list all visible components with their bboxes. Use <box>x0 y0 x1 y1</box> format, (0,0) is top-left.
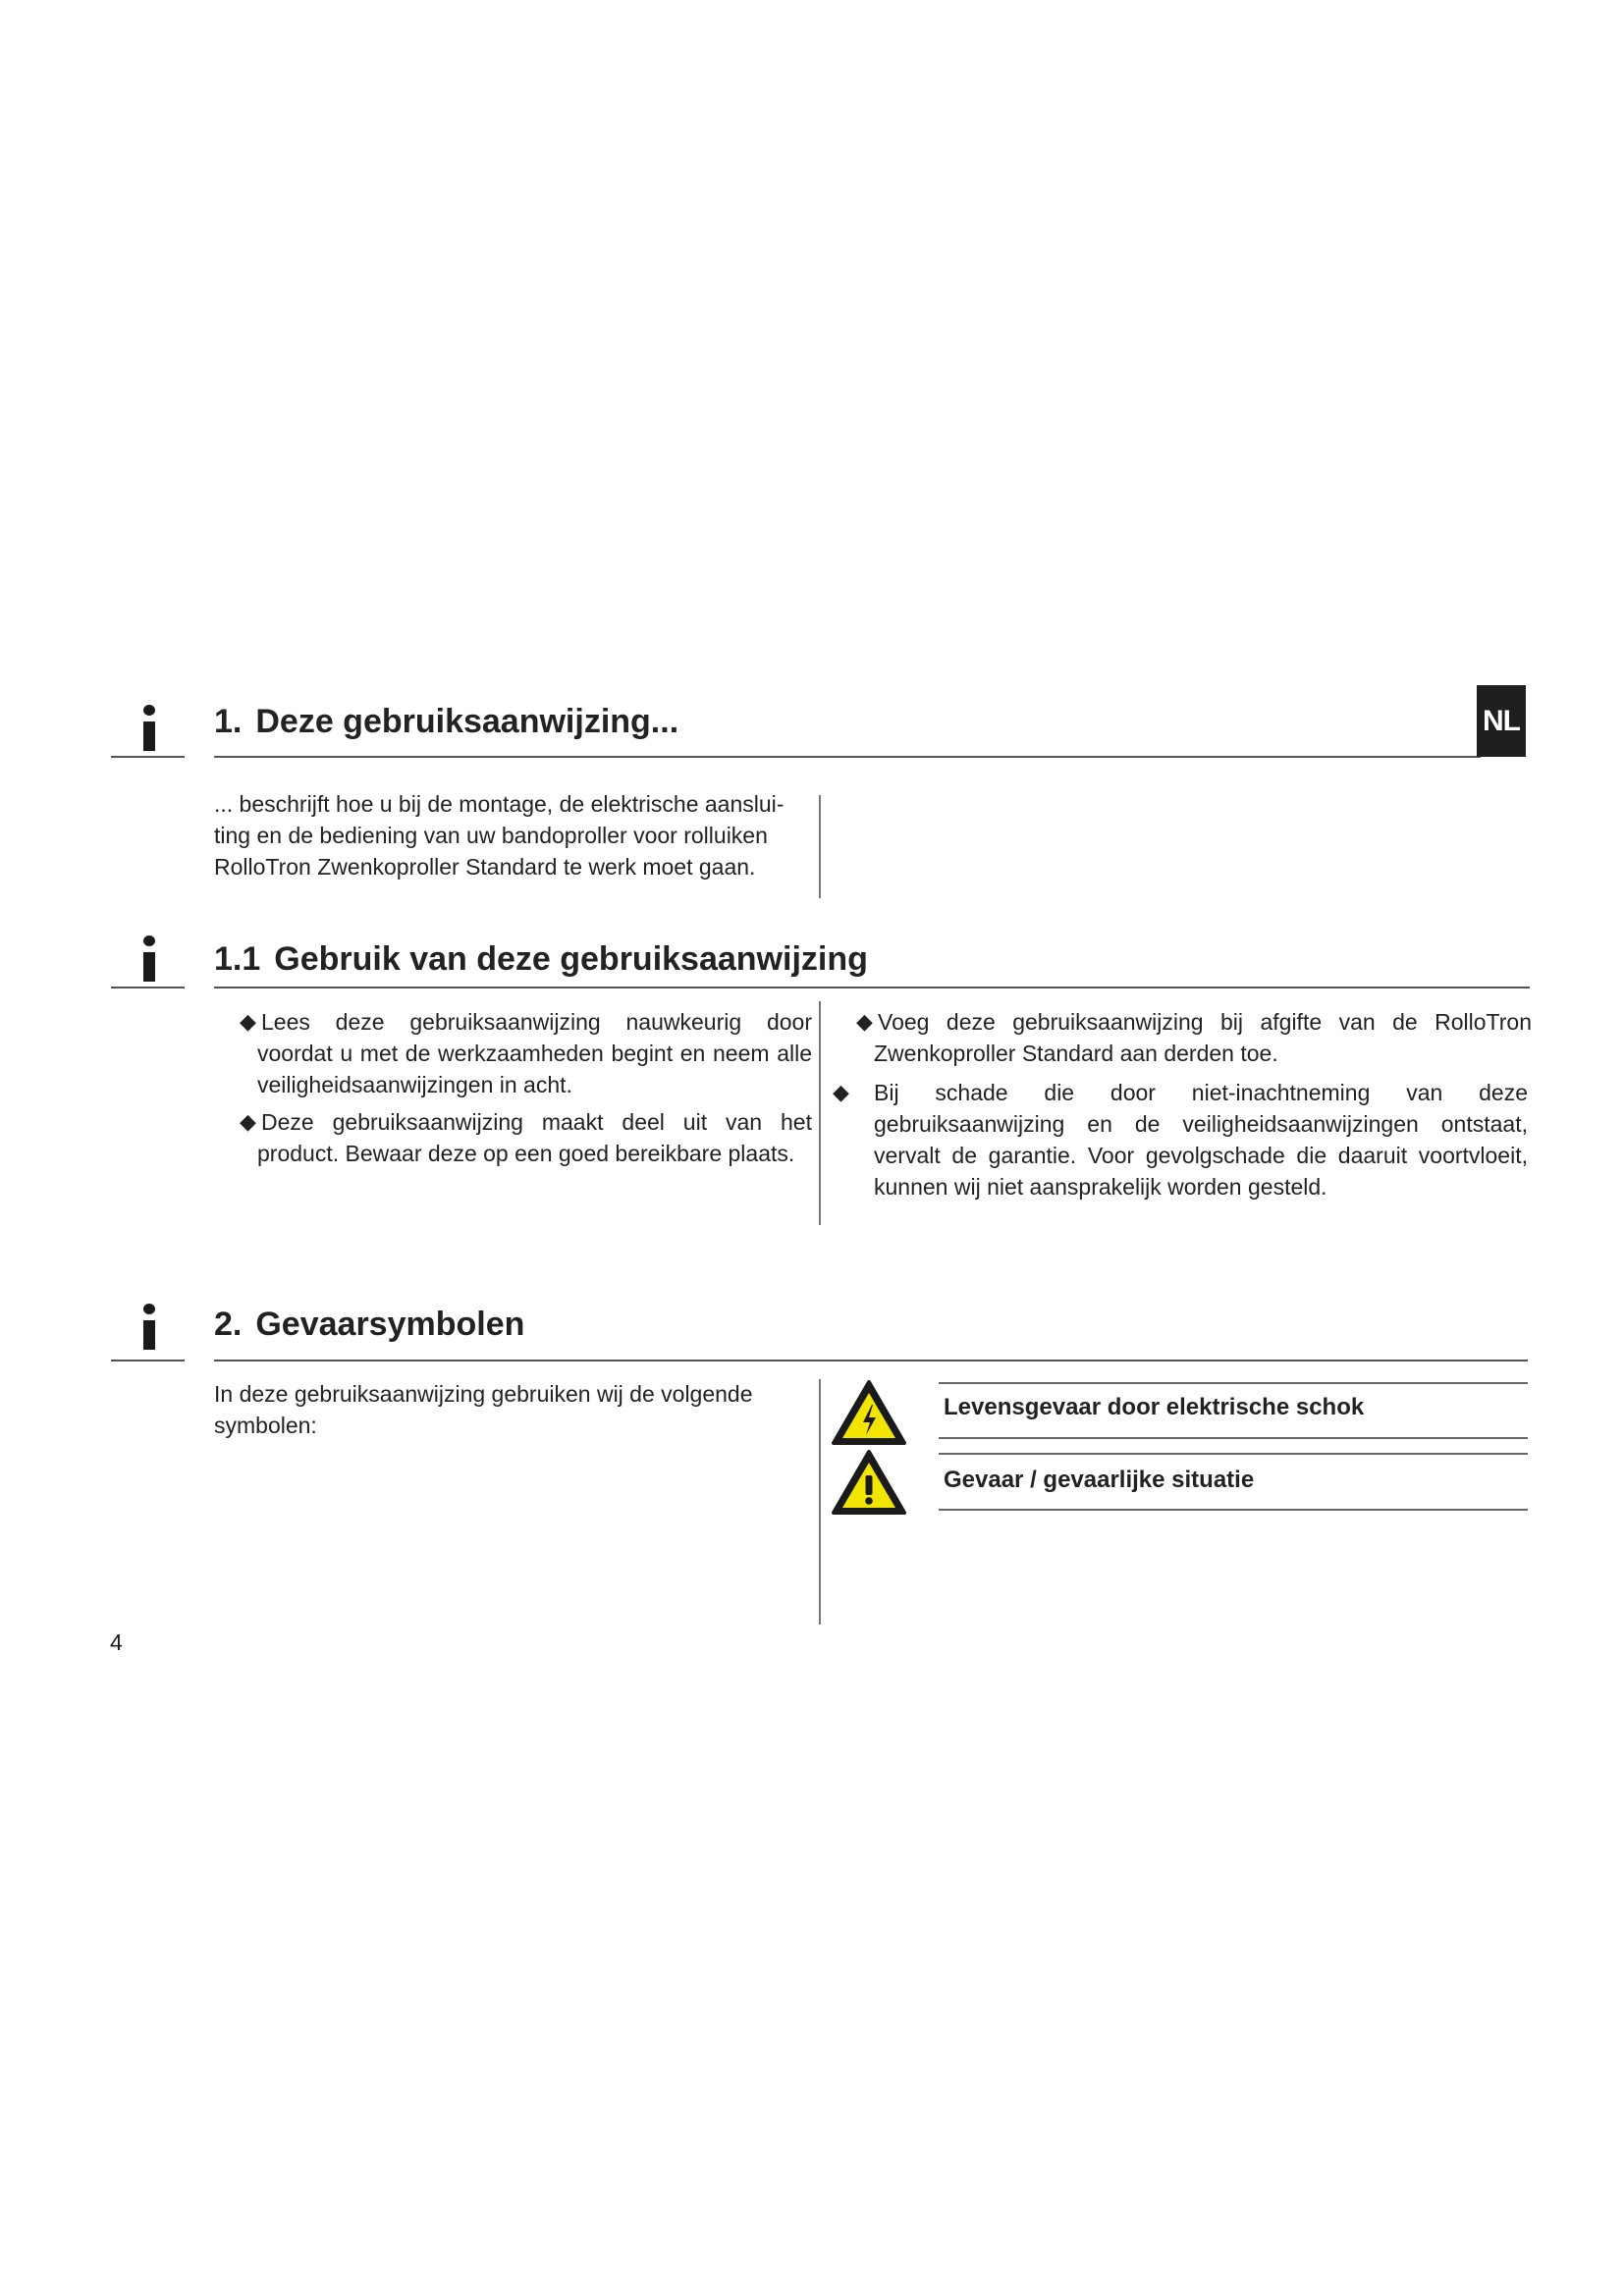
heading-rule <box>214 756 1481 758</box>
bullet-icon: ◆ <box>856 1009 873 1034</box>
electric-hazard-icon <box>831 1378 907 1447</box>
list-item: Deze gebruiksaanwijzing maakt deel uit van het product. Bewaar deze op een goed bereikbare plaats. <box>257 1109 812 1166</box>
section-title: Gevaarsymbolen <box>255 1306 525 1343</box>
section-1-heading <box>214 703 678 741</box>
bullet-icon: ◆ <box>240 1009 256 1034</box>
info-icon <box>141 1304 157 1350</box>
warning-rule <box>939 1453 1528 1455</box>
warning-rule <box>939 1509 1528 1511</box>
column-divider <box>819 1379 821 1625</box>
warning-rule <box>939 1437 1528 1439</box>
text-line: ting en de bediening van uw bandoproller voor rolluiken <box>214 823 768 848</box>
warning-label: Gevaar / gevaarlijke situatie <box>944 1467 1255 1493</box>
section-title: Deze gebruiksaanwijzing... <box>255 703 679 740</box>
section-title: Gebruik van deze gebruiksaanwijzing <box>274 940 868 978</box>
heading-rule <box>214 1360 1528 1362</box>
list-item: Bij schade die door niet-inachtneming van deze gebruiksaanwijzing en de veiligheidsaanwijzingen ontstaat, vervalt de garantie. Voor gevolgschade die daaruit voortvloeit, kunnen wij niet aansprakelijk worden gesteld. <box>874 1080 1528 1200</box>
section-1-1-heading <box>214 940 868 979</box>
icon-underline <box>111 756 185 758</box>
text-line: ... beschrijft hoe u bij de montage, de elektrische aanslui- <box>214 791 785 817</box>
page-number: 4 <box>110 1629 123 1655</box>
section-2-intro: In deze gebruiksaanwijzing gebruiken wij de volgende symbolen: <box>214 1381 753 1438</box>
bullet-icon: ◆ <box>240 1109 256 1134</box>
section-number: 1. <box>214 703 243 740</box>
icon-underline <box>111 1360 185 1362</box>
column-divider <box>819 1001 821 1225</box>
info-icon <box>141 705 157 751</box>
warning-rule <box>939 1382 1528 1384</box>
bullet-icon: ◆ <box>833 1080 849 1104</box>
warning-label: Levensgevaar door elektrische schok <box>944 1394 1365 1420</box>
info-icon <box>141 935 157 982</box>
column-divider <box>819 795 821 898</box>
general-hazard-icon <box>831 1448 907 1517</box>
text-line: RolloTron Zwenkoproller Standard te werk moet gaan. <box>214 854 756 880</box>
section-number: 1.1 <box>214 940 261 978</box>
section-number: 2. <box>214 1306 243 1343</box>
section-2-heading <box>214 1306 524 1344</box>
section-1-text <box>214 788 803 882</box>
heading-rule <box>214 987 1530 988</box>
language-badge: NL <box>1477 685 1526 757</box>
list-item: Voeg deze gebruiksaanwijzing bij afgifte van de RolloTron Zwenkoproller Standard aan derden toe. <box>874 1009 1532 1066</box>
icon-underline <box>111 987 185 988</box>
list-item: Lees deze gebruiksaanwijzing nauwkeurig door voordat u met de werkzaamheden begint en neem alle veiligheidsaanwijzingen in acht. <box>257 1009 812 1097</box>
